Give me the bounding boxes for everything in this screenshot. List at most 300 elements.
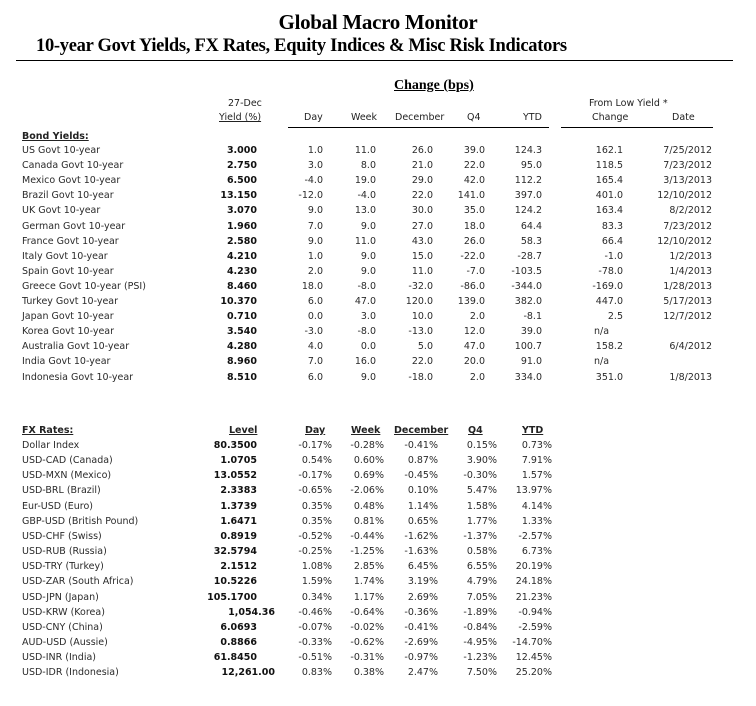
bond-yield-row — [0, 160, 756, 175]
bond-name: Italy Govt 10-year — [22, 250, 108, 262]
bond-december: 11.0 — [411, 265, 433, 277]
fx-level: 32.5794 — [213, 546, 257, 558]
fx-rate-row — [0, 531, 756, 546]
fx-day: -0.33% — [298, 636, 332, 648]
bond-yield: 4.210 — [226, 250, 257, 262]
bond-december: 21.0 — [411, 160, 433, 172]
bond-week: 11.0 — [354, 145, 376, 156]
fx-week: 0.81% — [353, 515, 384, 527]
bond-ytd: 58.3 — [520, 235, 542, 247]
bond-name: US Govt 10-year — [22, 145, 101, 156]
bond-low-date: 1/28/2013 — [663, 280, 712, 292]
fx-week: -2.06% — [350, 485, 384, 497]
fx-rate-row — [0, 561, 756, 576]
fx-december: 3.19% — [407, 576, 438, 588]
fx-level: 1.3739 — [220, 500, 257, 512]
bond-yield: 1.960 — [226, 220, 257, 232]
fx-week: -0.02% — [350, 621, 384, 633]
bond-yield-row — [0, 221, 756, 236]
fx-ytd: -14.70% — [512, 636, 552, 648]
fx-ytd: 6.73% — [521, 546, 552, 558]
bond-yield: 8.960 — [226, 356, 257, 368]
bond-december: 43.0 — [411, 235, 433, 247]
bond-ytd: -8.1 — [523, 311, 542, 323]
bond-yield: 13.150 — [220, 190, 257, 202]
fx-q4: 0.58% — [466, 546, 497, 558]
fx-q4: -4.95% — [463, 636, 497, 648]
bond-q4: -22.0 — [460, 250, 485, 262]
bond-low-change: 66.4 — [601, 235, 623, 247]
fx-ytd: 12.45% — [515, 652, 552, 664]
fx-col-day-header: Day — [305, 425, 326, 436]
fx-q4: -1.89% — [463, 606, 497, 618]
title-divider — [16, 60, 733, 61]
bond-low-change: 2.5 — [607, 311, 623, 323]
fx-week: -0.44% — [350, 530, 384, 542]
fx-q4: 1.58% — [466, 500, 497, 512]
fx-level: 105.1700 — [207, 591, 257, 603]
fx-level: 2.3383 — [220, 485, 257, 497]
bond-low-change: n/a — [594, 326, 610, 338]
bond-week: 0.0 — [360, 341, 376, 353]
date-header: 27-Dec — [228, 98, 262, 109]
fx-december: 0.10% — [407, 485, 438, 497]
fx-rates-section-label: FX Rates: — [22, 425, 74, 436]
fx-week: 2.85% — [353, 561, 384, 573]
bond-ytd: -344.0 — [511, 280, 542, 292]
bond-day: 4.0 — [307, 341, 323, 353]
bond-day: 7.0 — [307, 220, 323, 232]
fx-q4: 1.77% — [466, 515, 497, 527]
col-december-header: December — [395, 112, 445, 123]
bond-q4: 141.0 — [457, 190, 485, 202]
fx-day: -0.17% — [298, 440, 332, 451]
bond-yield-row — [0, 326, 756, 341]
bond-week: 9.0 — [360, 371, 376, 383]
bond-name: India Govt 10-year — [22, 356, 111, 368]
fx-level: 0.8866 — [220, 636, 257, 648]
bond-q4: 18.0 — [463, 220, 485, 232]
fx-rate-row — [0, 667, 756, 682]
bond-low-change: -1.0 — [604, 250, 623, 262]
bond-name: German Govt 10-year — [22, 220, 126, 232]
fx-level: 1.6471 — [220, 515, 257, 527]
fx-ytd: 20.19% — [515, 561, 552, 573]
fx-rate-row — [0, 592, 756, 607]
bond-q4: 22.0 — [463, 160, 485, 172]
bond-day: -4.0 — [304, 175, 323, 187]
fx-rate-row — [0, 546, 756, 561]
bond-low-change: n/a — [594, 356, 610, 368]
fx-ytd: 0.73% — [521, 440, 552, 451]
bond-name: Australia Govt 10-year — [22, 341, 130, 353]
fx-day: -0.65% — [298, 485, 332, 497]
bond-low-date: 12/7/2012 — [663, 311, 712, 323]
fx-december: -0.41% — [404, 621, 438, 633]
fx-ytd: -2.59% — [518, 621, 552, 633]
bond-low-change: 158.2 — [595, 341, 623, 353]
fx-rate-row — [0, 485, 756, 500]
bond-low-date: 8/2/2012 — [669, 205, 712, 217]
col-q4-header: Q4 — [467, 112, 481, 123]
bond-low-date: 5/17/2013 — [663, 296, 712, 307]
bond-yield: 3.000 — [226, 145, 257, 156]
bond-ytd: 382.0 — [514, 296, 542, 307]
fx-ytd: -0.94% — [518, 606, 552, 618]
bond-december: 10.0 — [411, 311, 433, 323]
bond-low-date: 7/23/2012 — [663, 220, 712, 232]
bond-ytd: 397.0 — [514, 190, 542, 202]
col-day-header: Day — [304, 112, 323, 123]
fx-name: GBP-USD (British Pound) — [22, 515, 139, 527]
fx-december: 6.45% — [407, 561, 438, 573]
fx-level: 10.5226 — [213, 576, 257, 588]
fx-rate-row — [0, 607, 756, 622]
fx-q4: 3.90% — [466, 455, 497, 467]
bond-day: 3.0 — [307, 160, 323, 172]
bond-ytd: -28.7 — [517, 250, 542, 262]
bond-week: -8.0 — [357, 326, 376, 338]
bond-yield: 3.540 — [226, 326, 257, 338]
fx-december: -2.69% — [404, 636, 438, 648]
bond-name: Brazil Govt 10-year — [22, 190, 114, 202]
bond-yield: 8.510 — [226, 371, 257, 383]
bond-low-date: 1/4/2013 — [669, 265, 712, 277]
bond-week: 19.0 — [354, 175, 376, 187]
bond-day: 9.0 — [307, 205, 323, 217]
bond-ytd: 124.2 — [514, 205, 542, 217]
fx-week: 0.60% — [353, 455, 384, 467]
bond-yield-row — [0, 266, 756, 281]
bond-day: 2.0 — [307, 265, 323, 277]
low-yield-header-rule — [561, 127, 713, 128]
fx-name: USD-IDR (Indonesia) — [22, 667, 119, 679]
fx-level: 13.0552 — [213, 470, 257, 482]
fx-ytd: 24.18% — [515, 576, 552, 588]
bond-day: 18.0 — [301, 280, 323, 292]
fx-day: 1.08% — [301, 561, 332, 573]
bond-q4: 20.0 — [463, 356, 485, 368]
bond-yield-row — [0, 296, 756, 311]
fx-col-level-header: Level — [229, 425, 258, 436]
bond-low-change: 401.0 — [595, 190, 623, 202]
fx-week: 1.17% — [353, 591, 384, 603]
bond-week: 13.0 — [354, 205, 376, 217]
fx-rate-row — [0, 516, 756, 531]
bond-week: 11.0 — [354, 235, 376, 247]
bond-december: 30.0 — [411, 205, 433, 217]
fx-q4: 7.50% — [466, 667, 497, 679]
bond-december: -13.0 — [408, 326, 433, 338]
fx-december: -1.62% — [404, 530, 438, 542]
bond-day: 1.0 — [307, 145, 323, 156]
bond-yield: 3.070 — [226, 205, 257, 217]
fx-level: 12,261.00 — [221, 667, 275, 679]
bond-ytd: 39.0 — [520, 326, 542, 338]
bond-ytd: -103.5 — [511, 265, 542, 277]
col-date-header: Date — [672, 112, 695, 123]
bond-yield: 8.460 — [226, 280, 257, 292]
fx-name: Eur-USD (Euro) — [22, 500, 94, 512]
fx-day: 1.59% — [301, 576, 332, 588]
fx-december: -0.45% — [404, 470, 438, 482]
fx-col-ytd-header: YTD — [522, 425, 544, 436]
fx-ytd: 25.20% — [515, 667, 552, 679]
bond-ytd: 64.4 — [520, 220, 542, 232]
fx-name: USD-JPN (Japan) — [22, 591, 99, 603]
bond-q4: -7.0 — [466, 265, 485, 277]
fx-december: -0.41% — [404, 440, 438, 451]
fx-col-q4-header: Q4 — [468, 425, 483, 436]
fx-day: -0.52% — [298, 530, 332, 542]
fx-december: 2.69% — [407, 591, 438, 603]
bond-december: -18.0 — [408, 371, 433, 383]
bond-december: 29.0 — [411, 175, 433, 187]
fx-name: USD-MXN (Mexico) — [22, 470, 112, 482]
page-title: Global Macro Monitor — [278, 10, 478, 34]
bond-yield-row — [0, 372, 756, 387]
bond-day: 7.0 — [307, 356, 323, 368]
bond-week: -8.0 — [357, 280, 376, 292]
bond-q4: 12.0 — [463, 326, 485, 338]
fx-ytd: 7.91% — [521, 455, 552, 467]
fx-level: 0.8919 — [220, 530, 257, 542]
bond-yield: 4.280 — [226, 341, 257, 353]
fx-week: 0.69% — [353, 470, 384, 482]
bond-week: 16.0 — [354, 356, 376, 368]
fx-december: -0.97% — [404, 652, 438, 664]
fx-day: 0.35% — [301, 500, 332, 512]
fx-week: -0.31% — [350, 652, 384, 664]
bond-low-date: 1/2/2013 — [669, 250, 712, 262]
change-bps-header: Change (bps) — [394, 78, 474, 93]
fx-week: 0.38% — [353, 667, 384, 679]
bond-week: 47.0 — [354, 296, 376, 307]
fx-q4: -0.30% — [463, 470, 497, 482]
bond-low-change: 163.4 — [595, 205, 623, 217]
bond-week: 9.0 — [360, 265, 376, 277]
fx-day: -0.25% — [298, 546, 332, 558]
bond-name: Japan Govt 10-year — [22, 311, 114, 323]
fx-rate-row — [0, 637, 756, 652]
fx-rate-row — [0, 652, 756, 667]
fx-name: USD-CNY (China) — [22, 621, 103, 633]
bond-name: Indonesia Govt 10-year — [22, 371, 134, 383]
fx-col-week-header: Week — [351, 425, 381, 436]
bond-yield: 2.750 — [226, 160, 257, 172]
bond-q4: 139.0 — [457, 296, 485, 307]
fx-q4: 7.05% — [466, 591, 497, 603]
bond-yield-row — [0, 251, 756, 266]
bond-yield: 6.500 — [226, 175, 257, 187]
fx-ytd: 13.97% — [515, 485, 552, 497]
fx-level: 61.8450 — [213, 652, 257, 664]
fx-q4: -0.84% — [463, 621, 497, 633]
bond-name: UK Govt 10-year — [22, 205, 101, 217]
fx-name: USD-TRY (Turkey) — [22, 561, 104, 573]
bond-december: 5.0 — [417, 341, 433, 353]
fx-day: 0.54% — [301, 455, 332, 467]
bond-name: Greece Govt 10-year (PSI) — [22, 280, 146, 292]
bond-q4: 47.0 — [463, 341, 485, 353]
fx-q4: 0.15% — [466, 440, 497, 451]
bond-december: 26.0 — [411, 145, 433, 156]
bond-yields-section-label: Bond Yields: — [22, 131, 89, 142]
bond-yield-row — [0, 356, 756, 371]
bond-december: 27.0 — [411, 220, 433, 232]
bond-yield-row — [0, 236, 756, 251]
bond-week: 9.0 — [360, 250, 376, 262]
fx-name: USD-CAD (Canada) — [22, 455, 113, 467]
bond-yield-row — [0, 205, 756, 220]
fx-name: USD-RUB (Russia) — [22, 546, 107, 558]
bond-yield-row — [0, 190, 756, 205]
fx-december: 0.65% — [407, 515, 438, 527]
fx-q4: -1.23% — [463, 652, 497, 664]
bond-yield: 10.370 — [220, 296, 257, 307]
bond-q4: 35.0 — [463, 205, 485, 217]
fx-rate-row — [0, 622, 756, 637]
fx-name: USD-BRL (Brazil) — [22, 485, 101, 497]
bond-low-change: 118.5 — [595, 160, 623, 172]
bond-q4: 42.0 — [463, 175, 485, 187]
bond-week: 3.0 — [360, 311, 376, 323]
bond-low-change: 162.1 — [595, 145, 623, 156]
bond-yield-row — [0, 341, 756, 356]
bond-yield-row — [0, 145, 756, 160]
fx-rate-row — [0, 470, 756, 485]
fx-day: 0.34% — [301, 591, 332, 603]
bond-low-date: 3/13/2013 — [663, 175, 712, 187]
yield-header: Yield (%) — [219, 112, 262, 123]
fx-week: -1.25% — [350, 546, 384, 558]
bond-name: Canada Govt 10-year — [22, 160, 124, 172]
bond-low-change: -78.0 — [598, 265, 623, 277]
fx-week: -0.64% — [350, 606, 384, 618]
bond-low-date: 12/10/2012 — [657, 235, 712, 247]
fx-ytd: 1.33% — [521, 515, 552, 527]
fx-day: -0.17% — [298, 470, 332, 482]
fx-name: USD-KRW (Korea) — [22, 606, 105, 618]
fx-level: 2.1512 — [220, 561, 257, 573]
fx-week: -0.62% — [350, 636, 384, 648]
fx-name: Dollar Index — [22, 440, 80, 451]
bond-yield: 2.580 — [226, 235, 257, 247]
bond-week: 8.0 — [360, 160, 376, 172]
bond-q4: 26.0 — [463, 235, 485, 247]
bond-week: -4.0 — [357, 190, 376, 202]
fx-day: 0.83% — [301, 667, 332, 679]
bond-q4: -86.0 — [460, 280, 485, 292]
bond-low-date: 12/10/2012 — [657, 190, 712, 202]
fx-name: USD-ZAR (South Africa) — [22, 576, 134, 588]
fx-december: 0.87% — [407, 455, 438, 467]
bond-ytd: 334.0 — [514, 371, 542, 383]
bond-name: Spain Govt 10-year — [22, 265, 114, 277]
bond-day: 9.0 — [307, 235, 323, 247]
fx-day: 0.35% — [301, 515, 332, 527]
from-low-yield-header: From Low Yield * — [589, 98, 668, 109]
fx-ytd: 1.57% — [521, 470, 552, 482]
fx-level: 1.0705 — [220, 455, 257, 467]
fx-rate-row — [0, 455, 756, 470]
bond-ytd: 112.2 — [514, 175, 542, 187]
bond-name: Turkey Govt 10-year — [22, 296, 119, 307]
fx-ytd: 21.23% — [515, 591, 552, 603]
col-ytd-header: YTD — [523, 112, 542, 123]
bond-low-date: 1/8/2013 — [669, 371, 712, 383]
fx-december: 1.14% — [407, 500, 438, 512]
bond-q4: 2.0 — [469, 371, 485, 383]
bond-ytd: 95.0 — [520, 160, 542, 172]
fx-q4: -1.37% — [463, 530, 497, 542]
bond-ytd: 100.7 — [514, 341, 542, 353]
bond-day: 1.0 — [307, 250, 323, 262]
bond-ytd: 124.3 — [514, 145, 542, 156]
bond-low-date: 7/23/2012 — [663, 160, 712, 172]
fx-col-december-header: December — [394, 425, 449, 436]
fx-rate-row — [0, 440, 756, 455]
bond-december: -32.0 — [408, 280, 433, 292]
bond-q4: 39.0 — [463, 145, 485, 156]
fx-q4: 4.79% — [466, 576, 497, 588]
fx-q4: 5.47% — [466, 485, 497, 497]
bond-day: 0.0 — [307, 311, 323, 323]
bond-december: 22.0 — [411, 190, 433, 202]
change-header-rule — [288, 127, 549, 128]
fx-rate-row — [0, 576, 756, 591]
page-subtitle: 10-year Govt Yields, FX Rates, Equity Indices & Misc Risk Indicators — [36, 36, 567, 56]
fx-week: 0.48% — [353, 500, 384, 512]
fx-day: -0.51% — [298, 652, 332, 664]
bond-day: 6.0 — [307, 296, 323, 307]
fx-day: -0.46% — [298, 606, 332, 618]
bond-december: 120.0 — [405, 296, 433, 307]
col-change-header: Change — [592, 112, 629, 123]
bond-low-change: 447.0 — [595, 296, 623, 307]
col-week-header: Week — [351, 112, 378, 123]
bond-q4: 2.0 — [469, 311, 485, 323]
fx-december: -1.63% — [404, 546, 438, 558]
bond-low-change: 351.0 — [595, 371, 623, 383]
fx-ytd: 4.14% — [521, 500, 552, 512]
bond-week: 9.0 — [360, 220, 376, 232]
fx-day: -0.07% — [298, 621, 332, 633]
bond-december: 22.0 — [411, 356, 433, 368]
fx-name: USD-INR (India) — [22, 652, 96, 664]
fx-week: 1.74% — [353, 576, 384, 588]
fx-level: 1,054.36 — [228, 606, 275, 618]
bond-low-change: 83.3 — [601, 220, 623, 232]
bond-yield-row — [0, 175, 756, 190]
bond-name: Korea Govt 10-year — [22, 326, 115, 338]
fx-q4: 6.55% — [466, 561, 497, 573]
bond-day: 6.0 — [307, 371, 323, 383]
fx-week: -0.28% — [350, 440, 384, 451]
fx-level: 6.0693 — [220, 621, 257, 633]
fx-name: AUD-USD (Aussie) — [22, 636, 108, 648]
bond-low-date: 6/4/2012 — [669, 341, 712, 353]
bond-yield-row — [0, 281, 756, 296]
fx-december: 2.47% — [407, 667, 438, 679]
bond-name: Mexico Govt 10-year — [22, 175, 121, 187]
bond-low-date: 7/25/2012 — [663, 145, 712, 156]
bond-low-change: -169.0 — [592, 280, 623, 292]
bond-low-change: 165.4 — [595, 175, 623, 187]
bond-ytd: 91.0 — [520, 356, 542, 368]
bond-day: -3.0 — [304, 326, 323, 338]
bond-yield: 0.710 — [226, 311, 257, 323]
